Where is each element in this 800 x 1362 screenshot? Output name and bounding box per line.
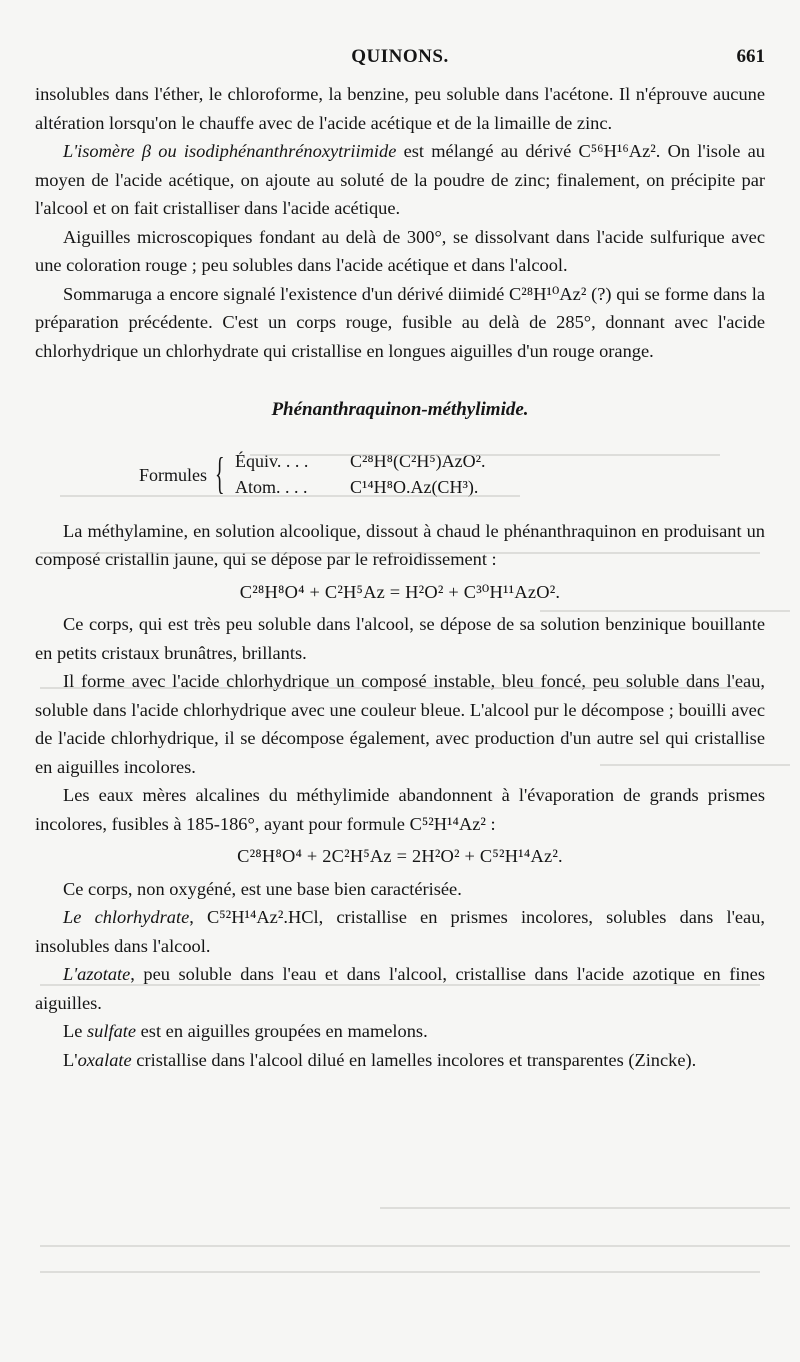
formula-value: C¹⁴H⁸O.Az(CH³). <box>350 476 479 497</box>
paragraph: insolubles dans l'éther, le chloroforme, la benzine, peu soluble dans l'acétone. Il n'éprouve aucune altération lorsqu'on le chauffe avec de l'acide acétique et de la limaille de zinc. <box>35 84 765 133</box>
paragraph: L'azotate, peu soluble dans l'eau et dans l'alcool, cristallise dans l'acide azotique en fines aiguilles. <box>35 964 765 1013</box>
paragraph: Le chlorhydrate, C⁵²H¹⁴Az².HCl, cristallise en prismes incolores, solubles dans l'eau, insolubles dans l'alcool. <box>35 907 766 956</box>
paragraph: Ce corps, non oxygéné, est une base bien caractérisée. <box>63 878 462 899</box>
paragraph: Sommaruga a encore signalé l'existence d'un dérivé diimidé C²⁸H¹⁰Az² (?) qui se forme dans la préparation précédente. C'est un corps rouge, fusible au delà de 285°, donnant avec l'acide chlorhydrique un chlorhydrate qui cristallise en longues aiguilles d'un rouge orange. <box>35 283 765 361</box>
formula-block <box>35 443 765 507</box>
italic-term: L'azotate <box>63 964 131 984</box>
italic-term: L'isomère β ou isodiphénanthrénoxytriimide <box>63 141 397 161</box>
italic-term: oxalate <box>77 1049 132 1070</box>
paragraph: L'oxalate cristallise dans l'alcool dilué en lamelles incolores et transparentes (Zincke). <box>63 1049 697 1070</box>
curly-brace-icon: { <box>215 448 225 498</box>
formula-value: C²⁸H⁸(C²H⁵)AzO². <box>350 450 486 471</box>
chemical-equation: C²⁸H⁸O⁴ + C²H⁵Az = H²O² + C³⁰H¹¹AzO². <box>239 581 561 602</box>
page-body <box>35 80 765 1074</box>
paragraph: Les eaux mères alcalines du méthylimide abandonnent à l'évaporation de grands prismes incolores, fusibles à 185-186°, ayant pour formule C⁵²H¹⁴Az² : <box>35 785 765 834</box>
paragraph: Le sulfate est en aiguilles groupées en mamelons. <box>63 1021 428 1041</box>
paragraph: Ce corps, qui est très peu soluble dans l'alcool, se dépose de sa solution benzinique bouillante en petits cristaux brunâtres, brillants. <box>35 614 765 663</box>
italic-term: Le chlorhydrate <box>63 907 190 927</box>
paragraph: L'isomère β ou isodiphénanthrénoxytriimide est mélangé au dérivé C⁵⁶H¹⁶Az². On l'isole au moyen de l'acide acétique, on ajoute au soluté de la poudre de zinc; finalement, on précipite par l'alcool et on fait cristalliser dans l'acide acétique. <box>35 141 765 218</box>
formula-row <box>235 447 486 476</box>
chemical-equation: C²⁸H⁸O⁴ + 2C²H⁵Az = 2H²O² + C⁵²H¹⁴Az². <box>237 846 563 866</box>
formula-key: Équiv. . . . <box>235 450 309 471</box>
page-header <box>35 46 765 76</box>
paragraph: Il forme avec l'acide chlorhydrique un composé instable, bleu foncé, peu soluble dans l'eau, soluble dans l'acide chlorhydrique avec une couleur bleue. L'alcool pur le décompose ; bouilli avec de l'acide chlorhydrique, il se décompose également, avec production d'un autre sel qui cristallise en aiguilles incolores. <box>35 671 765 777</box>
formula-label: Formules <box>139 464 208 485</box>
paragraph: Aiguilles microscopiques fondant au delà de 300°, se dissolvant dans l'acide sulfurique avec une coloration rouge ; peu solubles dans l'acide acétique et dans l'alcool. <box>35 226 765 275</box>
section-title: Phénanthraquinon-méthylimide. <box>271 399 529 420</box>
paragraph: La méthylamine, en solution alcoolique, dissout à chaud le phénanthraquinon en produisant un composé cristallin jaune, qui se dépose par le refroidissement : <box>35 520 765 569</box>
italic-term: sulfate <box>87 1021 137 1041</box>
running-title: QUINONS. <box>351 46 449 67</box>
formula-row <box>235 473 478 502</box>
formula-key: Atom. . . . <box>235 476 308 497</box>
page-number: 661 <box>736 46 765 67</box>
